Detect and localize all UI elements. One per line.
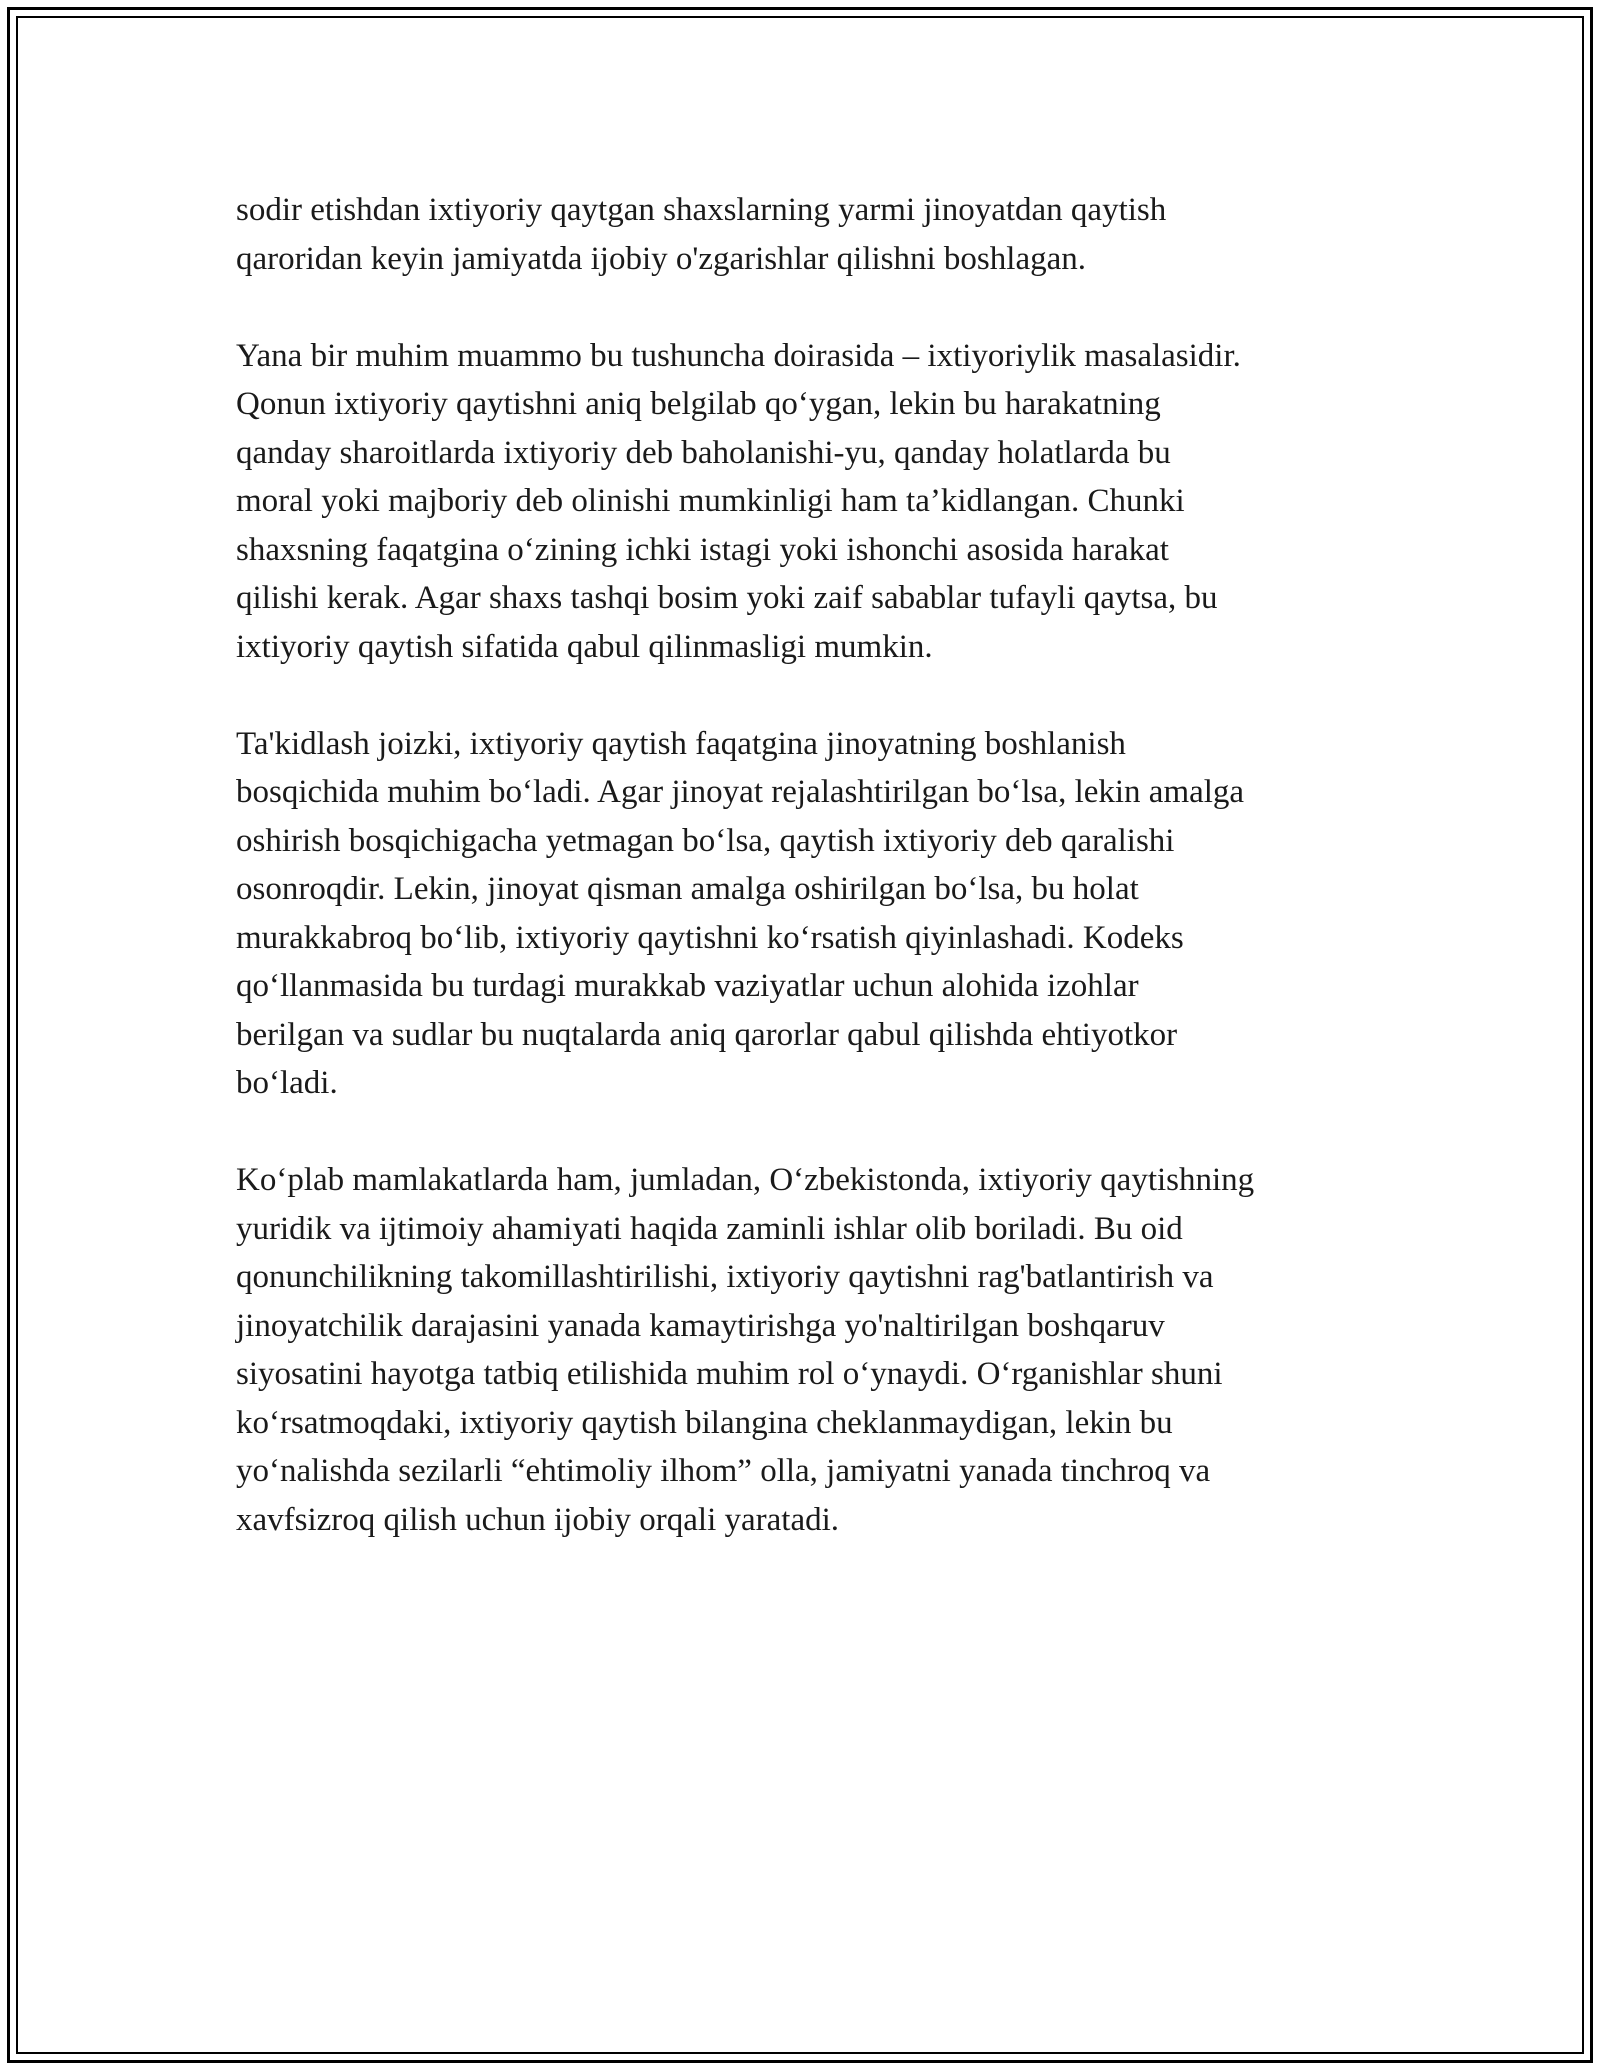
paragraph-4: Koʻplab mamlakatlarda ham, jumladan, Oʻzbekistonda, ixtiyoriy qaytishning yuridik va ijtimoiy ahamiyati haqida zaminli ishlar olib boriladi. Bu oid qonunchilikning takomillashtirilishi, ixtiyoriy qaytishni rag'batlantirish va jinoyatchilik darajasini yanada kamaytirishga yo'naltirilgan boshqaruv siyosatini hayotga tatbiq etilishida muhim rol oʻynaydi. Oʻrganishlar shuni koʻrsatmoqdaki, ixtiyoriy qaytish bilangina cheklanmaydigan, lekin bu yoʻnalishda sezilarli “ehtimoliy ilhom” olla, jamiyatni yanada tinchroq va xavfsizroq qilish uchun ijobiy orqali yaratadi.: [236, 1162, 1255, 1538]
paragraph-3: Ta'kidlash joizki, ixtiyoriy qaytish faqatgina jinoyatning boshlanish bosqichida muhim boʻladi. Agar jinoyat rejalashtirilgan boʻlsa, lekin amalga oshirish bosqichigacha yetmagan boʻlsa, qaytish ixtiyoriy deb qaralishi osonroqdir. Lekin, jinoyat qisman amalga oshirilgan boʻlsa, bu holat murakkabroq boʻlib, ixtiyoriy qaytishni koʻrsatish qiyinlashadi. Kodeks qoʻllanmasida bu turdagi murakkab vaziyatlar uchun alohida izohlar berilgan va sudlar bu nuqtalarda aniq qarorlar qabul qilishda ehtiyotkor boʻladi.: [236, 725, 1245, 1101]
paragraph-1: sodir etishdan ixtiyoriy qaytgan shaxslarning yarmi jinoyatdan qaytish qaroridan keyin jamiyatda ijobiy o'zgarishlar qilishni boshlagan.: [236, 192, 1167, 277]
paragraph-2: Yana bir muhim muammo bu tushuncha doirasida – ixtiyoriylik masalasidir. Qonun ixtiyoriy qaytishni aniq belgilab qoʻygan, lekin bu harakatning qanday sharoitlarda ixtiyoriy deb baholanishi-yu, qanday holatlarda bu moral yoki majboriy deb olinishi mumkinligi ham ta’kidlangan. Chunki shaxsning faqatgina oʻzining ichki istagi yoki ishonchi asosida harakat qilishi kerak. Agar shaxs tashqi bosim yoki zaif sabablar tufayli qaytsa, bu ixtiyoriy qaytish sifatida qabul qilinmasligi mumkin.: [236, 337, 1241, 665]
document-body: [236, 186, 1376, 1593]
